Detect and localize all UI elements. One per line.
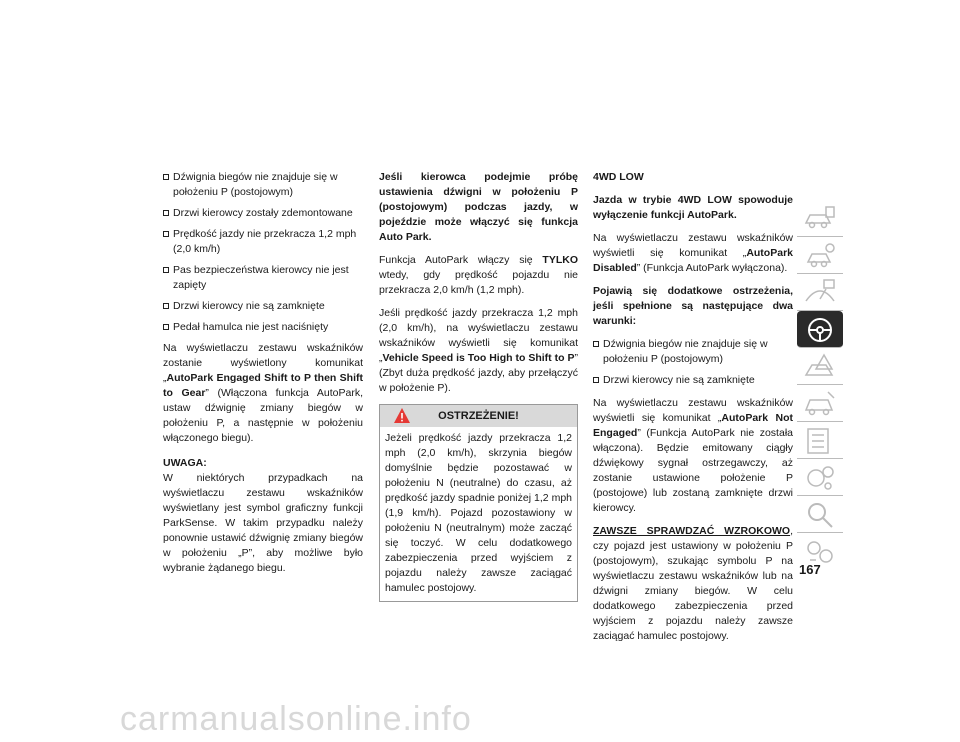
note-title: UWAGA: xyxy=(163,457,207,469)
page-number: 167 xyxy=(799,562,821,577)
car-key-icon xyxy=(802,240,838,270)
bullet-square-icon xyxy=(163,267,169,273)
paragraph: Funkcja AutoPark włączy się TYLKO wtedy, gdy prędkość pojazdu nie przekracza 2,0 km/h (1,2 mph). xyxy=(379,254,578,296)
tab-specs[interactable] xyxy=(797,459,843,496)
list-item: Dźwignia biegów nie znajduje się w położeniu P (postojowym) xyxy=(593,337,793,367)
chapter-tab-sidebar xyxy=(797,200,843,569)
column-middle xyxy=(379,170,578,602)
paragraph: Na wyświetlaczu zestawu wskaźników wyświetli się komunikat „AutoPark Not Engaged” (Funkcja AutoPark nie została włączona). Będzie emitowany ciągły dźwiękowy sygnał ostrzegawczy, aż zostanie ustawione położenie P (postojowe) lub zostaną zamknięte drzwi kierowcy. xyxy=(593,397,793,514)
section-heading: 4WD LOW xyxy=(593,171,644,183)
car-info-icon xyxy=(802,203,838,233)
list-item: Drzwi kierowcy zostały zdemontowane xyxy=(163,206,363,221)
steering-wheel-icon xyxy=(802,314,838,344)
paragraph-bold: Pojawią się dodatkowe ostrzeżenia, jeśli spełnione są następujące dwa warunki: xyxy=(593,285,793,327)
list-item: Pas bezpieczeństwa kierowcy nie jest zapięty xyxy=(163,263,363,293)
watermark: carmanualsonline.info xyxy=(120,700,472,738)
section-subheading: Jazda w trybie 4WD LOW spowoduje wyłączenie funkcji AutoPark. xyxy=(593,194,793,221)
bullet-square-icon xyxy=(163,210,169,216)
maintenance-list-icon xyxy=(802,425,838,455)
search-icon xyxy=(802,499,838,529)
warning-box xyxy=(379,404,578,602)
paragraph: Na wyświetlaczu zestawu wskaźników zostanie wyświetlony komunikat „AutoPark Engaged Shift to P then Shift to Gear” (Włączona funkcja AutoPark, ustaw dźwignię zmiany biegów w położeniu P, a następnie w położeniu włączonego biegu). xyxy=(163,342,363,444)
paragraph: Jeśli prędkość jazdy przekracza 1,2 mph (2,0 km/h), na wyświetlaczu zestawu wskaźników wyświetli się komunikat „Vehicle Speed is Too High to Shift to P” (Zbyt duża prędkość jazdy, aby przełączyć w położenie P). xyxy=(379,307,578,394)
list-item: Dźwignia biegów nie znajduje się w położeniu P (postojowym) xyxy=(163,170,363,200)
tab-airbag-warning[interactable] xyxy=(797,348,843,385)
bullet-square-icon xyxy=(593,377,599,383)
column-right xyxy=(593,170,793,652)
specs-icon xyxy=(802,462,838,492)
paragraph: Na wyświetlaczu zestawu wskaźników wyświetli się komunikat „AutoPark Disabled” (Funkcja AutoPark wyłączona). xyxy=(593,232,793,274)
bullet-square-icon xyxy=(163,174,169,180)
tab-dashboard[interactable] xyxy=(797,274,843,311)
warning-text: Jeżeli prędkość jazdy przekracza 1,2 mph (2,0 km/h), skrzynia biegów domyślnie będzie pozostawać w położeniu N (neutralne) do czasu, aż prędkość jazdy spadnie poniżej 1,2 mph (1,9 km/h). Pojazd pozostawiony w położeniu N (neutralnym) może zacząć się toczyć. W celu dodatkowego zabezpieczenia przed wyjściem z pojazdu należy zawsze zaciągać hamulec postojowy. xyxy=(385,432,572,594)
paragraph: ZAWSZE SPRAWDZAĆ WZROKOWO, czy pojazd jest ustawiony w położeniu P (postojowym), szukając symbolu P na wyświetlaczu zestawu wskaźników lub na dźwigni zmiany biegów. W celu dodatkowego zabezpieczenia przed wyjściem z pojazdu należy zawsze zaciągać hamulec postojowy. xyxy=(593,525,793,642)
tab-car-key[interactable] xyxy=(797,237,843,274)
car-service-icon xyxy=(802,388,838,418)
bullet-square-icon xyxy=(163,231,169,237)
list-item: Pedał hamulca nie jest naciśnięty xyxy=(163,320,363,335)
bullet-square-icon xyxy=(163,303,169,309)
airbag-warning-icon xyxy=(802,351,838,381)
bullet-square-icon xyxy=(163,324,169,330)
dashboard-icon xyxy=(802,277,838,307)
tab-maintenance-list[interactable] xyxy=(797,422,843,459)
bullet-square-icon xyxy=(593,341,599,347)
warning-header xyxy=(380,405,577,427)
list-item: Drzwi kierowcy nie są zamknięte xyxy=(593,373,793,388)
tab-steering-wheel[interactable] xyxy=(797,311,843,348)
list-item: Prędkość jazdy nie przekracza 1,2 mph (2,0 km/h) xyxy=(163,227,363,257)
note: UWAGA: W niektórych przypadkach na wyświetlaczu zestawu wskaźników wyświetlany jest symbol graficzny funkcji ParkSense. W takim przypadku należy ponownie ustawić dźwignię zmiany biegów w położeniu „P”, aby możliwe było wybranie żądanego biegu. xyxy=(163,457,363,574)
warning-title: OSTRZEŻENIE! xyxy=(438,410,519,422)
column-left xyxy=(163,170,363,584)
section-heading: Jeśli kierowca podejmie próbę ustawienia dźwigni w położeniu P (postojowym) podczas jazdy, w pojeździe może włączyć się funkcja Auto Park. xyxy=(379,171,578,243)
tab-search[interactable] xyxy=(797,496,843,533)
tab-car-info[interactable] xyxy=(797,200,843,237)
list-item: Drzwi kierowcy nie są zamknięte xyxy=(163,299,363,314)
warning-triangle-icon xyxy=(394,408,410,423)
tab-car-service[interactable] xyxy=(797,385,843,422)
